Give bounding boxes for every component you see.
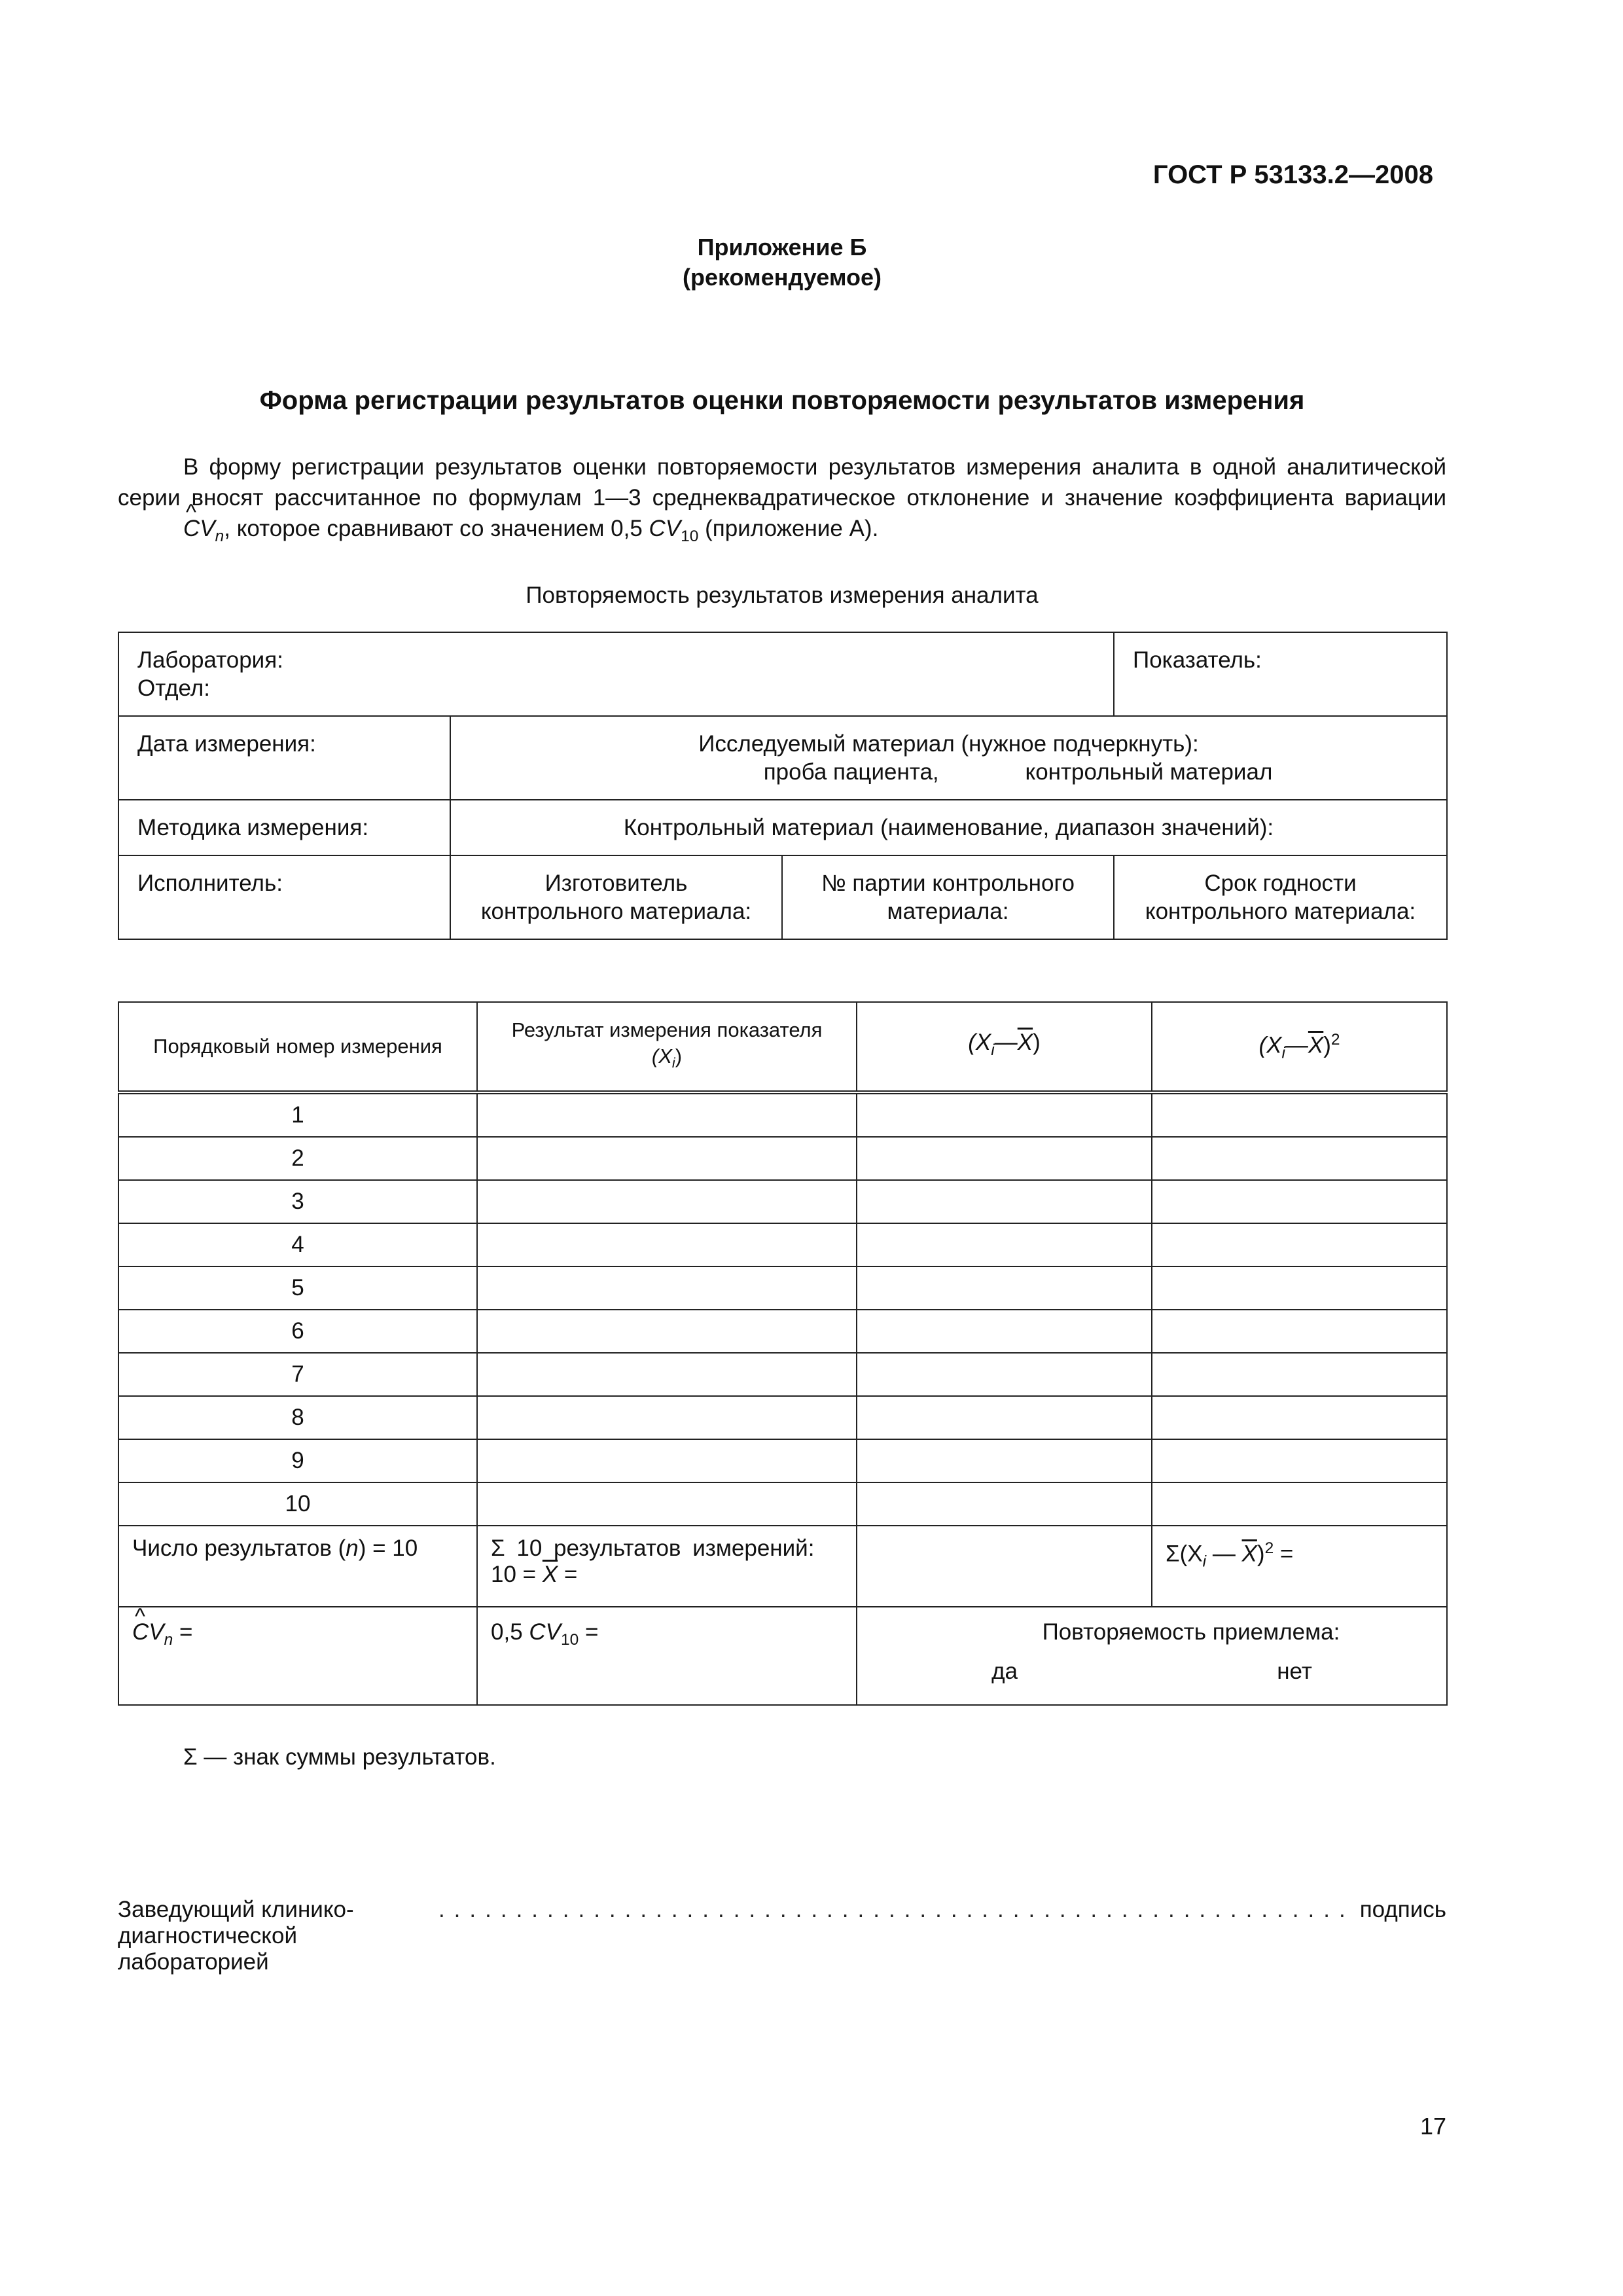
acceptable-label: Повторяемость приемлема: <box>1042 1619 1340 1645</box>
squared-cell[interactable] <box>1152 1353 1447 1396</box>
squared-cell[interactable] <box>1152 1482 1447 1526</box>
manufacturer-cell[interactable] <box>450 855 782 939</box>
result-row <box>118 1607 1447 1705</box>
squared-cell[interactable] <box>1152 1396 1447 1439</box>
row-number: 6 <box>118 1310 477 1353</box>
page-number: 17 <box>1419 2113 1446 2140</box>
sum-cell[interactable]: Σ 10 результатов измерений: $10 = \overline{X}$ = <box>477 1526 857 1607</box>
deviation-cell[interactable] <box>857 1223 1152 1266</box>
intro-paragraph: В форму регистрации результатов оценки повторяемости результатов измерения аналита в одной аналитической серии вносят рассчитанное по формулам 1—3 среднеквадратическое отклонение и значение коэффициента вариации ^ $CV_n$, которое сравнивают со значением 0,5 $CV_{10}$ (приложение А). <box>118 452 1446 552</box>
deviation-cell[interactable] <box>857 1439 1152 1482</box>
deviation-cell[interactable] <box>857 1180 1152 1223</box>
footnote: Σ — знак суммы результатов. <box>183 1744 496 1770</box>
appendix-title: Приложение Б <box>697 234 867 260</box>
laboratory-cell[interactable] <box>118 632 1114 716</box>
sum-squared-cell[interactable]: $\Sigma(X_i$ — $\overline{X})^2$ = <box>1152 1526 1447 1607</box>
row-number: 5 <box>118 1266 477 1310</box>
row-number: 1 <box>118 1092 477 1137</box>
control-material-label: Контрольный материал (наименование, диапазон значений): <box>623 815 1274 840</box>
sum-deviation-cell[interactable] <box>857 1526 1152 1607</box>
signature-line <box>118 1897 1446 1975</box>
deviation-cell[interactable] <box>857 1353 1152 1396</box>
squared-cell[interactable] <box>1152 1180 1447 1223</box>
deviation-cell[interactable] <box>857 1396 1152 1439</box>
indicator-cell[interactable] <box>1114 632 1447 716</box>
table-row <box>118 1310 1447 1353</box>
deviation-cell[interactable] <box>857 1266 1152 1310</box>
table-caption: Повторяемость результатов измерения аналита <box>526 583 1039 608</box>
acceptable-no-option[interactable]: нет <box>1277 1659 1312 1684</box>
table-row <box>118 1266 1447 1310</box>
deviation-cell[interactable] <box>857 1482 1152 1526</box>
squared-cell[interactable] <box>1152 1310 1447 1353</box>
result-cell[interactable] <box>477 1439 857 1482</box>
date-label: Дата измерения: <box>137 731 316 757</box>
method-cell[interactable] <box>118 800 450 855</box>
performer-label: Исполнитель: <box>137 870 283 896</box>
manufacturer-label-line2: контрольного материала: <box>480 899 752 924</box>
table-row <box>118 1092 1447 1137</box>
material-title: Исследуемый материал (нужное подчеркнуть): <box>698 731 1199 757</box>
control-material-cell[interactable] <box>450 800 1447 855</box>
row-number: 3 <box>118 1180 477 1223</box>
standard-number: ГОСТ Р 53133.2—2008 <box>1152 160 1433 189</box>
squared-cell[interactable] <box>1152 1137 1447 1180</box>
row-number: 4 <box>118 1223 477 1266</box>
lot-label-line1: № партии контрольного <box>821 870 1075 896</box>
result-cell[interactable] <box>477 1137 857 1180</box>
row-number: 9 <box>118 1439 477 1482</box>
squared-cell[interactable] <box>1152 1266 1447 1310</box>
row-number: 7 <box>118 1353 477 1396</box>
result-cell[interactable] <box>477 1353 857 1396</box>
table-row <box>118 1180 1447 1223</box>
count-cell: Число результатов (n) = 10 <box>118 1526 477 1607</box>
table-row <box>118 1396 1447 1439</box>
table-row <box>118 1482 1447 1526</box>
signature-word: подпись <box>1359 1897 1446 1922</box>
acceptability-cell <box>857 1607 1447 1705</box>
expiry-label-line1: Срок годности <box>1204 870 1357 896</box>
department-label: Отдел: <box>137 675 210 701</box>
deviation-cell[interactable] <box>857 1137 1152 1180</box>
acceptable-yes-option[interactable]: да <box>991 1659 1018 1684</box>
result-cell[interactable] <box>477 1092 857 1137</box>
expiry-cell[interactable] <box>1114 855 1447 939</box>
laboratory-label: Лаборатория: <box>137 647 283 673</box>
col-squared-deviation: $(X_i—\overline{X})^2$ <box>1152 1002 1447 1092</box>
result-cell[interactable] <box>477 1180 857 1223</box>
lot-cell[interactable] <box>782 855 1114 939</box>
squared-cell[interactable] <box>1152 1092 1447 1137</box>
performer-cell[interactable] <box>118 855 450 939</box>
deviation-cell[interactable] <box>857 1092 1152 1137</box>
table-row <box>118 1137 1447 1180</box>
table-row <box>118 1353 1447 1396</box>
cv-hat-symbol: ^ CV <box>118 513 215 544</box>
material-cell[interactable] <box>450 716 1447 800</box>
expiry-label-line2: контрольного материала: <box>1145 899 1416 924</box>
cvn-cell[interactable]: ^ $CV_n$ = <box>118 1607 477 1705</box>
results-table <box>118 1001 1448 1706</box>
result-cell[interactable] <box>477 1396 857 1439</box>
row-number: 8 <box>118 1396 477 1439</box>
indicator-label: Показатель: <box>1133 647 1262 673</box>
row-number: 2 <box>118 1137 477 1180</box>
result-cell[interactable] <box>477 1223 857 1266</box>
appendix-subtitle: (рекомендуемое) <box>683 264 882 291</box>
info-table <box>118 632 1448 940</box>
result-cell[interactable] <box>477 1266 857 1310</box>
cv10-cell[interactable]: 0,5 $CV_{10}$ = <box>477 1607 857 1705</box>
method-label: Методика измерения: <box>137 815 369 840</box>
manufacturer-label-line1: Изготовитель <box>544 870 688 896</box>
results-header-row <box>118 1002 1447 1092</box>
signature-label: Заведующий клинико-диагностической лабораторией <box>118 1897 354 1975</box>
form-title: Форма регистрации результатов оценки повторяемости результатов измерения <box>259 386 1305 415</box>
squared-cell[interactable] <box>1152 1439 1447 1482</box>
date-cell[interactable] <box>118 716 450 800</box>
row-number: 10 <box>118 1482 477 1526</box>
deviation-cell[interactable] <box>857 1310 1152 1353</box>
lot-label-line2: материала: <box>887 899 1009 924</box>
col-result: Результат измерения показателя $(X_i)$ <box>477 1002 857 1092</box>
col-order-number: Порядковый номер измерения <box>118 1002 477 1092</box>
summary-row <box>118 1526 1447 1607</box>
result-cell[interactable] <box>477 1482 857 1526</box>
squared-cell[interactable] <box>1152 1223 1447 1266</box>
material-option-patient[interactable]: проба пациента, <box>763 759 939 785</box>
table-row <box>118 1439 1447 1482</box>
table-row <box>118 1223 1447 1266</box>
result-cell[interactable] <box>477 1310 857 1353</box>
col-deviation: $(X_i—\overline{X})$ <box>857 1002 1152 1092</box>
signature-dots[interactable]: ........................................................... <box>438 1897 1355 1922</box>
material-option-control[interactable]: контрольный материал <box>1025 759 1273 785</box>
